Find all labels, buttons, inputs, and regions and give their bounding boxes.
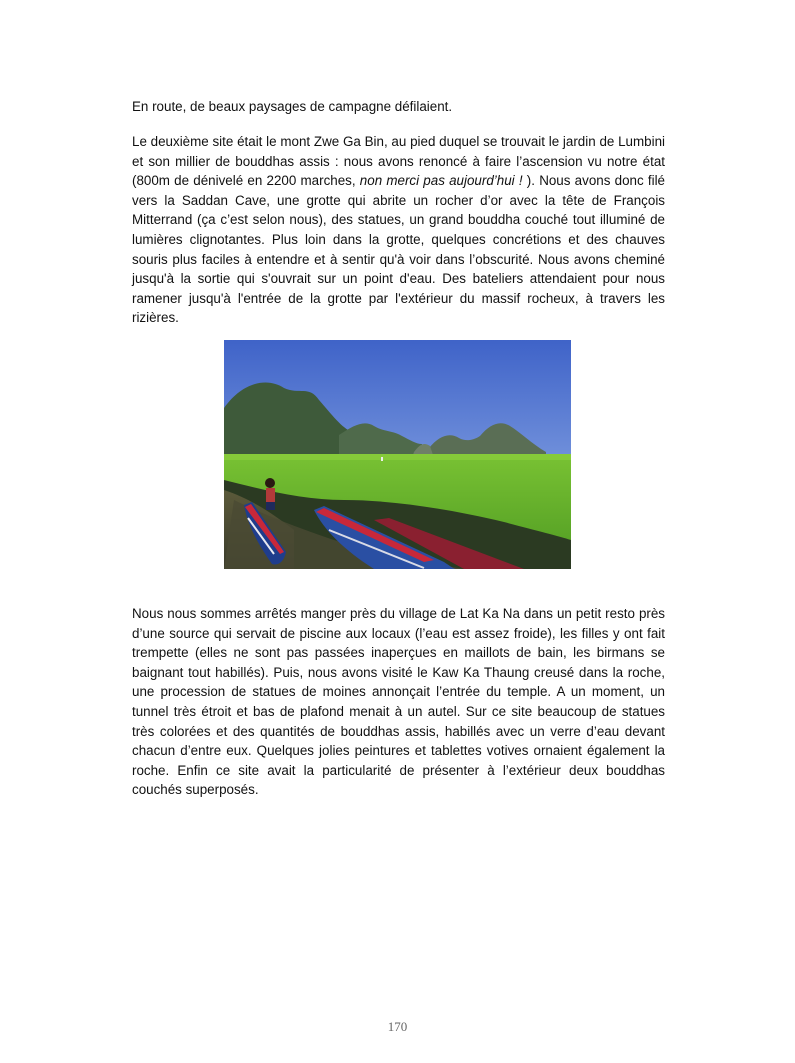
paragraph-lat-ka-na: Nous nous sommes arrêtés manger près du village de Lat Ka Na dans un petit resto près d’une source qui servait de piscine aux locaux (l’eau est assez froide), les filles y ont fait trempette (elles ne sont pas passées inaperçues en maillots de bain, les birmans se baignant tout habillés). Puis, nous avons visité le Kaw Ka Thaung creusé dans la roche, une procession de statues de moines annonçait l’entrée du temple. A un moment, un tunnel très étroit et bas de plafond menait à un autel. Sur ce site beaucoup de statues très colorées et des quantités de bouddhas assis, habillés avec un verre d’eau devant chacun d’entre eux. Quelques jolies peintures et tablettes votives ornaient également la roche. Enfin ce site avait la particularité de présenter à l’extérieur deux bouddhas couchés superposés. xyxy=(132,606,665,798)
page-number: 170 xyxy=(387,1019,408,1034)
photo-rice-field-boats xyxy=(224,340,571,569)
paragraph-zwe-ga-bin xyxy=(132,132,665,328)
paragraph-route: En route, de beaux paysages de campagne défilaient. xyxy=(132,99,453,114)
paragraph-zwe-ga-bin-text-b: ). Nous avons donc filé vers la Saddan Cave, une grotte qui abrite un rocher d’or avec la tête de François Mitterrand (ça c’est selon nous), des statues, un grand bouddha couché tout illuminé de lumières clignotantes. Plus loin dans la grotte, quelques concrétions et des chauves souris plus faciles à entendre et à sentir qu'à voir dans l’obscurité. Nous avons cheminé jusqu'à la sortie qui s'ouvrait sur un point d'eau. Des bateliers attendaient pour nous ramener jusqu'à l'entrée de la grotte par l'extérieur du massif rocheux, à travers les rizières. xyxy=(132,173,665,326)
landscape-photo xyxy=(224,340,571,569)
italic-aside: non merci pas aujourd’hui ! xyxy=(359,173,523,189)
paragraph-zwe-ga-bin-text-a: Le deuxième site était le mont Zwe Ga Bin, au pied duquel se trouvait le jardin de Lumbini et son millier de bouddhas assis : nous avons renoncé à faire l’ascension vu notre état (800m de dénivelé en 2200 marches, xyxy=(132,134,665,189)
